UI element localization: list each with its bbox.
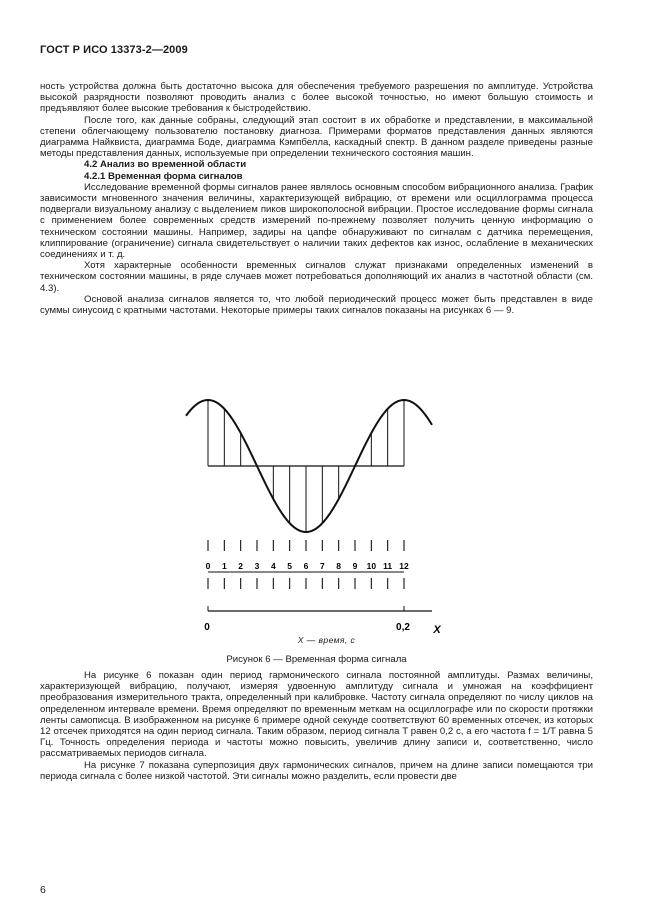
time-mark-label-8: 8 bbox=[336, 561, 342, 571]
paragraph-1: ность устройства должна быть достаточно высока для обеспечения требуемого разрешения по амплитуде. Устройства высокой разрядности позволяют проводить анализ с более высокой точностью, но имеют большую стоимость и предъявляют более высокие требования к быстродействию. bbox=[40, 81, 593, 115]
section-heading-4-2: 4.2 Анализ во временной области bbox=[84, 159, 247, 171]
time-mark-label-12: 12 bbox=[399, 561, 409, 571]
paragraph-4: Хотя характерные особенности временных сигналов служат признаками определенных изменений в техническом состоянии машины, в ряде случаев может потребоваться дополняющий их анализ в частотной области (см. 4.3). bbox=[40, 260, 593, 294]
time-mark-labels bbox=[206, 561, 409, 571]
x-axis-letter: X bbox=[433, 624, 441, 636]
document-header: ГОСТ Р ИСО 13373-2—2009 bbox=[40, 44, 188, 56]
figure-caption: Рисунок 6 — Временная форма сигнала bbox=[226, 654, 407, 665]
time-mark-label-10: 10 bbox=[366, 561, 377, 571]
paragraph-2: После того, как данные собраны, следующий этап состоит в их обработке и представлении, в максимальной степени облегчающему пользователю постановку диагноза. Примерами форматов представления данных являются диаграмма Найквиста, диаграмма Боде, диаграмма Кэмпбелла, каскадный спектр. В данном разделе приведены разные методы представления данных, используемые при определении технического состояния машин. bbox=[40, 114, 593, 160]
time-mark-label-11: 11 bbox=[383, 561, 393, 571]
text-block-bottom bbox=[40, 670, 593, 782]
time-mark-label-3: 3 bbox=[254, 561, 260, 571]
paragraph-3: Исследование временной формы сигналов ранее являлось основным способом вибрационного анализа. График зависимости мгновенного значения величины, характеризующей вибрацию, от времени или осциллограмма процесса подвергали визуальному анализу с выделением пиков широкополосной вибрации. Простое исследование формы сигнала с применением более современных средств измерений по-прежнему позволяет получить ценную информацию о техническом состоянии машины. Например, задиры на цапфе обнаруживают по сигналам с датчика перемещения, клиппирование (ограничение) сигнала свидетельствует о наличии таких дефектов как износ, ослабление в механических соединениях и т. д. bbox=[40, 181, 593, 261]
paragraph-5: Основой анализа сигналов является то, что любой периодический процесс может быть представлен в виде суммы синусоид с кратными частотами. Некоторые примеры таких сигналов показаны на рисунках 6 — 9. bbox=[40, 293, 593, 317]
time-mark-label-7: 7 bbox=[319, 561, 325, 571]
time-mark-label-5: 5 bbox=[287, 561, 293, 571]
text-block-top bbox=[40, 81, 593, 316]
section-heading-4-2-1: 4.2.1 Временная форма сигналов bbox=[84, 170, 243, 182]
time-mark-label-0: 0 bbox=[205, 561, 211, 571]
time-mark-label-9: 9 bbox=[352, 561, 358, 571]
time-mark-label-1: 1 bbox=[221, 561, 227, 571]
x-axis-end-label: 0,2 bbox=[396, 622, 410, 633]
figure-6-waveform bbox=[170, 385, 460, 640]
time-mark-label-6: 6 bbox=[303, 561, 309, 571]
paragraph-6: На рисунке 6 показан один период гармонического сигнала постоянной амплитуды. Размах величины, характеризующей вибрацию, получают, измеряя удвоенную амплитуду сигнала и умножая на коэффициент преобразования измерительного тракта, определенный при калибровке. Частоту сигнала определяют по числу циклов на определенном интервале времени. Время определяют по временным меткам на осциллографе или по скорости протяжки ленты самописца. В изображенном на рисунке 6 примере одной секунде соответствуют 60 временных отсечек, из которых 12 отсечек приходятся на один период сигнала. Таким образом, период сигнала T равен 0,2 с, а его частота f = 1/T равна 5 Гц. Точность определения периода и частоты можно повысить, увеличив длину записи и, соответственно, число рассматриваемых периодов сигнала. bbox=[40, 670, 593, 760]
x-axis-caption: X — время, с bbox=[297, 635, 356, 645]
time-mark-label-2: 2 bbox=[238, 561, 244, 571]
x-axis-start-label: 0 bbox=[204, 622, 210, 633]
page-number: 6 bbox=[40, 884, 46, 896]
paragraph-7: На рисунке 7 показана суперпозиция двух гармонических сигналов, причем на длине записи помещаются три периода сигнала с более низкой частотой. Эти сигналы можно разделить, если провести две bbox=[40, 759, 593, 782]
time-mark-label-4: 4 bbox=[270, 561, 276, 571]
